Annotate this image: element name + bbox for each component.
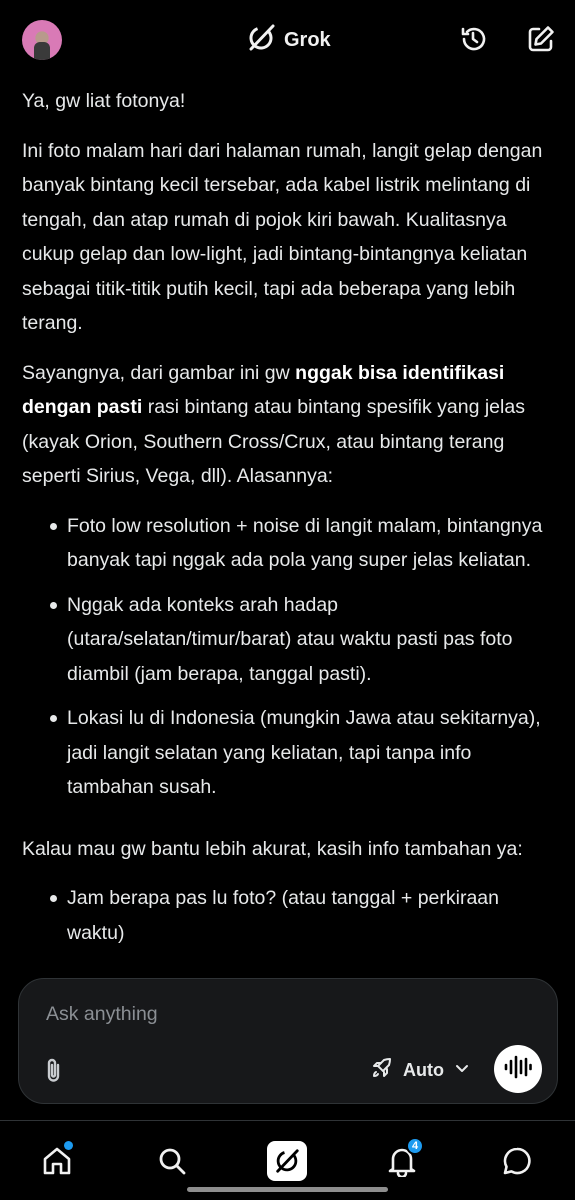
requests-list <box>22 881 552 950</box>
history-icon[interactable] <box>456 22 490 56</box>
list-item: Jam berapa pas lu foto? (atau tanggal + perkiraan waktu) <box>22 881 552 950</box>
message-paragraph <box>22 356 552 494</box>
grok-logo-icon <box>246 23 276 58</box>
text-span: Sayangnya, dari gambar ini gw <box>22 361 296 384</box>
nav-notifications[interactable] <box>382 1141 422 1181</box>
new-chat-icon[interactable] <box>524 22 558 56</box>
top-bar <box>0 0 575 80</box>
nav-home[interactable] <box>37 1141 77 1181</box>
list-item: Nggak ada konteks arah hadap (utara/selatan/timur/barat) atau waktu pasti pas foto diambil (jam berapa, tanggal pasti). <box>22 588 552 692</box>
message-paragraph: Ini foto malam hari dari halaman rumah, langit gelap dengan banyak bintang kecil tersebar, ada kabel listrik melintang di tengah, dan atap rumah di pojok kiri bawah. Kualitasnya cukup gelap dan low-light, jadi bintang-bintangnya keliatan sebagai titik-titik putih kecil, tapi ada beberapa yang lebih terang. <box>22 139 543 334</box>
chevron-down-icon <box>454 1060 470 1081</box>
unread-dot <box>64 1141 73 1150</box>
composer <box>18 978 558 1104</box>
grok-logo-icon <box>267 1141 307 1181</box>
reasons-list <box>22 509 552 805</box>
list-item: Foto low resolution + noise di langit malam, bintangnya banyak tapi nggak ada pola yang super jelas keliatan. <box>22 509 552 578</box>
message-paragraph: Kalau mau gw bantu lebih akurat, kasih info tambahan ya: <box>22 837 523 860</box>
mode-selector[interactable] <box>371 1055 470 1085</box>
notification-badge: 4 <box>406 1137 424 1155</box>
text-span: rasi bintang atau bintang spesifik yang jelas (kayak Orion, Southern Cross/Crux, atau bintang terang seperti Sirius, Vega, dll). Alasannya: <box>22 396 525 487</box>
home-indicator <box>187 1187 388 1192</box>
nav-search[interactable] <box>152 1141 192 1181</box>
audio-wave-icon <box>503 1055 533 1084</box>
brand-name: Grok <box>284 28 331 51</box>
user-avatar[interactable] <box>22 20 62 60</box>
rocket-icon <box>371 1057 393 1084</box>
assistant-message <box>22 84 552 965</box>
brand <box>246 24 331 56</box>
list-item: Lokasi lu di Indonesia (mungkin Jawa atau sekitarnya), jadi langit selatan yang keliatan, tapi tanpa info tambahan susah. <box>22 701 552 805</box>
voice-mode-button[interactable] <box>494 1045 542 1093</box>
attachment-icon[interactable] <box>41 1055 67 1085</box>
message-paragraph: Ya, gw liat fotonya! <box>22 90 186 112</box>
mode-label: Auto <box>403 1059 444 1080</box>
bold-text: nggak bisa identifikasi dengan pasti <box>22 361 505 418</box>
nav-grok[interactable] <box>267 1141 307 1181</box>
nav-messages[interactable] <box>497 1141 537 1181</box>
ask-input[interactable] <box>46 999 516 1029</box>
